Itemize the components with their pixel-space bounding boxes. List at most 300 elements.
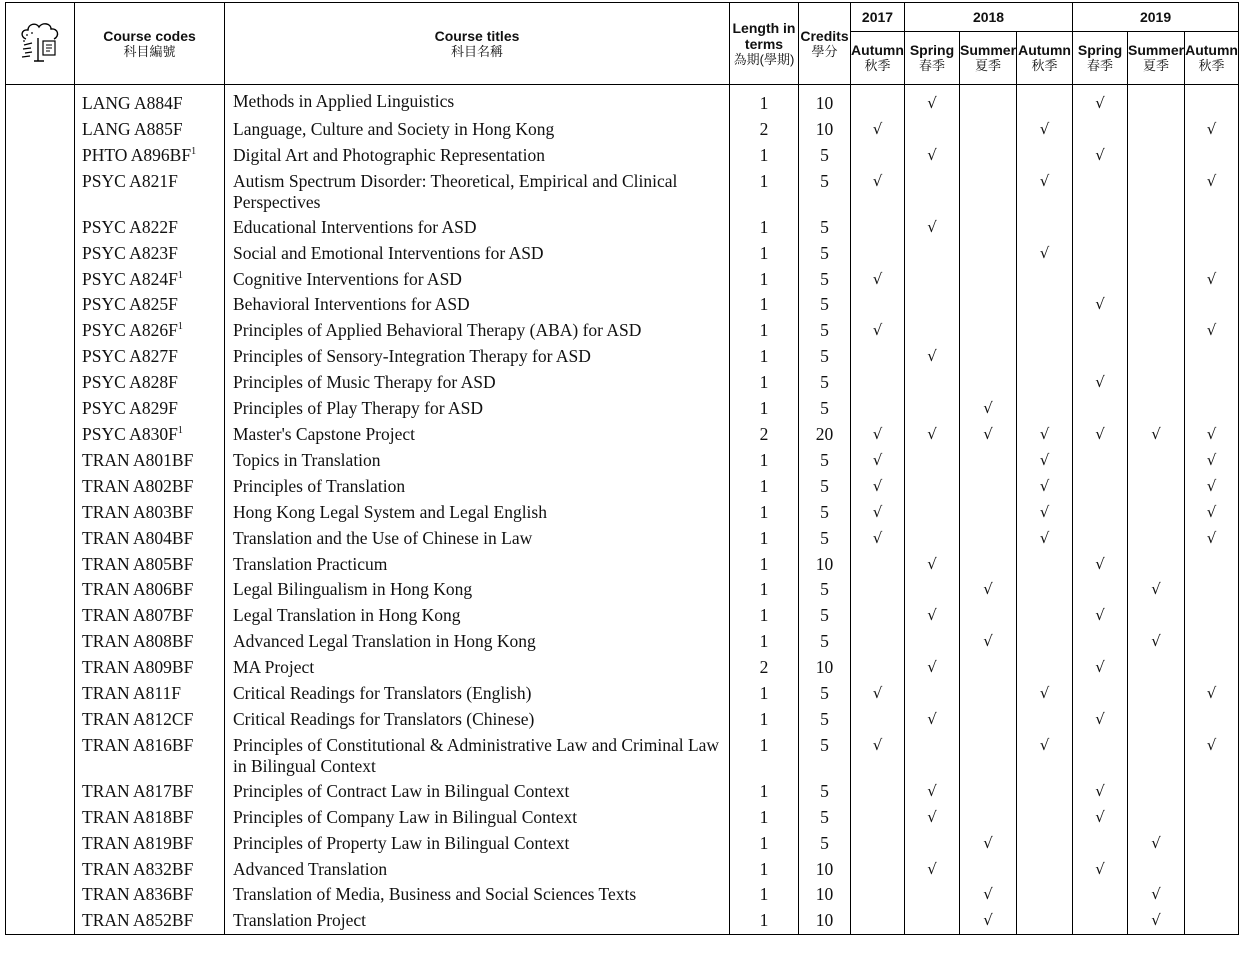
blank-cell [6,169,75,215]
term-offering-cell [960,370,1017,396]
term-offering-cell [960,117,1017,143]
check-mark: √ [1039,119,1050,138]
table-row [6,733,1239,779]
term-offering-cell [905,805,960,831]
course-length: 1 [730,215,799,241]
term-header: Autumn 秋季 [851,32,905,85]
term-offering-cell [1017,733,1073,779]
course-code: TRAN A836BF [75,882,225,908]
course-title: Advanced Legal Translation in Hong Kong [225,629,730,655]
term-offering-cell [1185,370,1239,396]
term-offering-cell [1073,655,1128,681]
course-credits: 10 [799,908,851,934]
term-offering-cell [905,169,960,215]
blank-cell [6,267,75,293]
course-title: Principles of Contract Law in Bilingual Context [225,779,730,805]
check-mark: √ [1206,735,1217,754]
term-offering-cell [1185,577,1239,603]
term-offering-cell [905,370,960,396]
term-offering-cell [851,396,905,422]
blank-cell [6,882,75,908]
term-offering-cell [905,707,960,733]
term-offering-cell [905,526,960,552]
term-offering-cell [905,292,960,318]
term-offering-cell [960,169,1017,215]
table-row [6,655,1239,681]
term-offering-cell [1073,344,1128,370]
course-credits: 5 [799,779,851,805]
course-credits: 10 [799,85,851,117]
term-offering-cell [905,629,960,655]
course-title: Principles of Constitutional & Administrative Law and Criminal Law in Bilingual Context [225,733,730,779]
term-offering-cell [960,603,1017,629]
blank-cell [6,396,75,422]
term-offering-cell [905,831,960,857]
year-2019-header: 2019 [1073,3,1239,32]
course-credits: 5 [799,629,851,655]
course-length: 2 [730,655,799,681]
term-offering-cell [960,655,1017,681]
term-offering-cell [1017,344,1073,370]
table-row [6,169,1239,215]
check-mark: √ [872,119,883,138]
course-length: 1 [730,85,799,117]
course-code: TRAN A832BF [75,857,225,883]
term-offering-cell [1073,779,1128,805]
course-length: 1 [730,629,799,655]
check-mark: √ [1039,476,1050,495]
course-credits: 5 [799,370,851,396]
check-mark: √ [927,94,937,112]
check-mark: √ [1039,684,1050,703]
term-offering-cell [1128,629,1185,655]
blank-cell [6,117,75,143]
course-code: TRAN A806BF [75,577,225,603]
check-mark: √ [1095,781,1105,800]
term-offering-cell [1185,629,1239,655]
term-header: Spring 春季 [905,32,960,85]
course-credits: 5 [799,267,851,293]
table-row [6,779,1239,805]
term-offering-cell [1185,500,1239,526]
term-offering-cell [1017,857,1073,883]
course-length: 1 [730,474,799,500]
course-code: PSYC $A824F^1$ [75,267,225,293]
check-mark: √ [1095,859,1105,878]
footnote-marker: 1 [177,425,183,437]
course-length: 1 [730,707,799,733]
term-offering-cell [1017,396,1073,422]
course-title: Methods in Applied Linguistics [225,85,730,117]
course-credits: 5 [799,681,851,707]
term-offering-cell [1128,733,1185,779]
course-title: Principles of Music Therapy for ASD [225,370,730,396]
course-title: Principles of Play Therapy for ASD [225,396,730,422]
course-title: Hong Kong Legal System and Legal English [225,500,730,526]
term-offering-cell [1128,857,1185,883]
term-offering-cell [1185,215,1239,241]
year-2018-header: 2018 [905,3,1073,32]
term-offering-cell [851,292,905,318]
term-offering-cell [905,241,960,267]
term-offering-cell [1128,143,1185,169]
course-credits: 5 [799,707,851,733]
course-code: PSYC A825F [75,292,225,318]
course-title: Social and Emotional Interventions for ASD [225,241,730,267]
check-mark: √ [983,833,993,852]
check-mark: √ [872,528,883,547]
check-mark: √ [1095,807,1105,826]
term-offering-cell [1073,500,1128,526]
course-credits: 5 [799,500,851,526]
term-offering-cell [960,241,1017,267]
term-offering-cell [1185,85,1239,117]
course-title: Translation Project [225,908,730,934]
check-mark: √ [1095,424,1105,443]
term-offering-cell [1073,733,1128,779]
course-credits: 5 [799,318,851,344]
term-offering-cell [1185,448,1239,474]
course-credits: 5 [799,474,851,500]
check-mark: √ [1206,528,1217,547]
course-code: LANG A885F [75,117,225,143]
term-offering-cell [960,85,1017,117]
check-mark: √ [872,735,883,754]
table-row [6,707,1239,733]
course-credits: 5 [799,448,851,474]
table-row [6,241,1239,267]
course-length: 1 [730,681,799,707]
check-mark: √ [872,269,883,288]
check-mark: √ [927,709,937,728]
check-mark: √ [1206,269,1217,288]
term-offering-cell [1017,577,1073,603]
term-offering-cell [851,474,905,500]
table-row [6,577,1239,603]
course-code: TRAN A852BF [75,908,225,934]
course-title: Principles of Translation [225,474,730,500]
term-offering-cell [1073,526,1128,552]
term-offering-cell [1017,215,1073,241]
term-offering-cell [1185,526,1239,552]
check-mark: √ [1206,502,1217,521]
course-length: 1 [730,500,799,526]
term-offering-cell [1017,422,1073,448]
blank-cell [6,474,75,500]
term-offering-cell [1017,474,1073,500]
course-title: Principles of Property Law in Bilingual Context [225,831,730,857]
course-length: 1 [730,831,799,857]
blank-cell [6,629,75,655]
course-code: TRAN A807BF [75,603,225,629]
course-code: PSYC A829F [75,396,225,422]
term-offering-cell [1185,117,1239,143]
course-code: TRAN A801BF [75,448,225,474]
blank-cell [6,292,75,318]
term-offering-cell [851,344,905,370]
term-offering-cell [1073,85,1128,117]
term-offering-cell [1185,344,1239,370]
check-mark: √ [1151,833,1161,852]
term-offering-cell [1128,681,1185,707]
term-offering-cell [1073,681,1128,707]
footnote-marker: 1 [191,145,197,157]
check-mark: √ [927,606,937,625]
term-offering-cell [1017,552,1073,578]
table-header [6,3,1239,85]
tree-book-icon [6,3,75,85]
term-offering-cell [1185,422,1239,448]
course-code: TRAN A808BF [75,629,225,655]
course-length: 1 [730,267,799,293]
term-offering-cell [1017,805,1073,831]
course-length: 1 [730,241,799,267]
table-row [6,552,1239,578]
course-credits: 5 [799,344,851,370]
footnote-marker: 1 [177,269,183,281]
check-mark: √ [1151,632,1161,651]
course-length: 2 [730,422,799,448]
course-credits: 20 [799,422,851,448]
term-offering-cell [905,318,960,344]
term-offering-cell [1185,143,1239,169]
term-offering-cell [1017,85,1073,117]
blank-cell [6,241,75,267]
course-list [6,85,1239,935]
course-title: Translation and the Use of Chinese in Law [225,526,730,552]
check-mark: √ [1039,528,1050,547]
table-row [6,526,1239,552]
check-mark: √ [983,632,993,651]
term-offering-cell [905,681,960,707]
course-code: PSYC $A826F^1$ [75,318,225,344]
term-offering-cell [1073,908,1128,934]
term-offering-cell [1073,422,1128,448]
blank-cell [6,733,75,779]
course-code: TRAN A804BF [75,526,225,552]
term-offering-cell [1128,831,1185,857]
term-offering-cell [905,733,960,779]
term-offering-cell [1128,474,1185,500]
course-codes-header: Course codes 科目編號 [75,3,225,85]
course-length: 1 [730,344,799,370]
term-offering-cell [960,805,1017,831]
term-offering-cell [851,448,905,474]
term-offering-cell [960,422,1017,448]
blank-cell [6,857,75,883]
check-mark: √ [1206,424,1217,443]
course-code: PHTO $A896BF^1$ [75,143,225,169]
check-mark: √ [1095,145,1105,164]
term-header: Summer 夏季 [960,32,1017,85]
term-offering-cell [1185,318,1239,344]
term-offering-cell [960,396,1017,422]
check-mark: √ [1095,373,1105,392]
course-credits: 5 [799,577,851,603]
term-offering-cell [905,396,960,422]
term-offering-cell [960,629,1017,655]
blank-cell [6,779,75,805]
course-title: Critical Readings for Translators (Chinese) [225,707,730,733]
term-offering-cell [1128,882,1185,908]
table-row [6,908,1239,934]
check-mark: √ [927,859,937,878]
term-offering-cell [851,143,905,169]
term-offering-cell [851,908,905,934]
term-offering-cell [1017,117,1073,143]
term-offering-cell [1017,882,1073,908]
length-header: Length in terms 為期(學期) [730,3,799,85]
credits-header: Credits 學分 [799,3,851,85]
course-length: 1 [730,448,799,474]
term-offering-cell [1073,370,1128,396]
term-offering-cell [1017,779,1073,805]
term-offering-cell [960,733,1017,779]
term-offering-cell [851,779,905,805]
term-offering-cell [960,474,1017,500]
term-offering-cell [1128,805,1185,831]
term-offering-cell [851,500,905,526]
check-mark: √ [1039,450,1050,469]
term-offering-cell [960,143,1017,169]
check-mark: √ [1039,424,1050,443]
check-mark: √ [1095,709,1105,728]
term-offering-cell [1128,169,1185,215]
term-offering-cell [1017,370,1073,396]
term-offering-cell [960,882,1017,908]
term-offering-cell [1017,500,1073,526]
term-offering-cell [960,831,1017,857]
term-offering-cell [905,857,960,883]
table-row [6,681,1239,707]
term-offering-cell [960,500,1017,526]
table-row [6,422,1239,448]
term-offering-cell [1185,681,1239,707]
course-title: Principles of Sensory-Integration Therapy for ASD [225,344,730,370]
term-offering-cell [1017,169,1073,215]
course-title: Language, Culture and Society in Hong Kong [225,117,730,143]
term-offering-cell [905,552,960,578]
term-offering-cell [851,267,905,293]
term-offering-cell [851,370,905,396]
course-length: 1 [730,908,799,934]
term-offering-cell [851,603,905,629]
term-offering-cell [1073,629,1128,655]
term-offering-cell [960,526,1017,552]
term-offering-cell [1073,577,1128,603]
term-offering-cell [1017,603,1073,629]
check-mark: √ [927,807,937,826]
course-code: TRAN A817BF [75,779,225,805]
term-offering-cell [1128,779,1185,805]
term-offering-cell [1185,655,1239,681]
check-mark: √ [1206,450,1217,469]
course-length: 1 [730,882,799,908]
blank-cell [6,805,75,831]
check-mark: √ [927,658,937,677]
year-2017-header: 2017 [851,3,905,32]
course-length: 2 [730,117,799,143]
check-mark: √ [927,347,937,366]
term-offering-cell [905,577,960,603]
course-title: Critical Readings for Translators (English) [225,681,730,707]
term-offering-cell [1073,241,1128,267]
table-row [6,85,1239,117]
course-length: 1 [730,143,799,169]
course-title: Legal Translation in Hong Kong [225,603,730,629]
term-offering-cell [851,85,905,117]
blank-cell [6,552,75,578]
course-credits: 10 [799,857,851,883]
check-mark: √ [983,399,993,418]
check-mark: √ [872,450,883,469]
course-title: Topics in Translation [225,448,730,474]
course-code: TRAN A812CF [75,707,225,733]
term-offering-cell [1017,143,1073,169]
term-offering-cell [851,422,905,448]
check-mark: √ [1039,243,1050,262]
term-offering-cell [851,526,905,552]
check-mark: √ [927,145,937,164]
term-offering-cell [1017,707,1073,733]
term-offering-cell [905,474,960,500]
course-credits: 5 [799,526,851,552]
term-offering-cell [1017,241,1073,267]
term-offering-cell [905,779,960,805]
term-offering-cell [905,448,960,474]
course-schedule [5,2,1239,935]
course-length: 1 [730,169,799,215]
term-offering-cell [905,603,960,629]
course-title: Principles of Company Law in Bilingual Context [225,805,730,831]
course-title: Advanced Translation [225,857,730,883]
course-title: Educational Interventions for ASD [225,215,730,241]
check-mark: √ [872,684,883,703]
blank-cell [6,422,75,448]
check-mark: √ [1151,911,1161,930]
term-offering-cell [960,577,1017,603]
term-offering-cell [851,117,905,143]
course-code: PSYC A828F [75,370,225,396]
term-offering-cell [960,318,1017,344]
term-offering-cell [960,292,1017,318]
term-offering-cell [851,241,905,267]
course-length: 1 [730,577,799,603]
term-offering-cell [851,215,905,241]
blank-cell [6,603,75,629]
term-offering-cell [1073,552,1128,578]
term-offering-cell [851,655,905,681]
course-title: MA Project [225,655,730,681]
course-credits: 5 [799,733,851,779]
term-offering-cell [851,707,905,733]
term-offering-cell [1128,292,1185,318]
term-offering-cell [905,882,960,908]
course-code: TRAN A818BF [75,805,225,831]
term-offering-cell [1128,707,1185,733]
term-offering-cell [1128,655,1185,681]
check-mark: √ [1206,476,1217,495]
blank-cell [6,831,75,857]
table-row [6,215,1239,241]
check-mark: √ [1206,171,1217,190]
table-row [6,882,1239,908]
term-offering-cell [1185,169,1239,215]
course-code: PSYC A822F [75,215,225,241]
course-credits: 5 [799,292,851,318]
term-offering-cell [1073,267,1128,293]
course-code: PSYC $A830F^1$ [75,422,225,448]
